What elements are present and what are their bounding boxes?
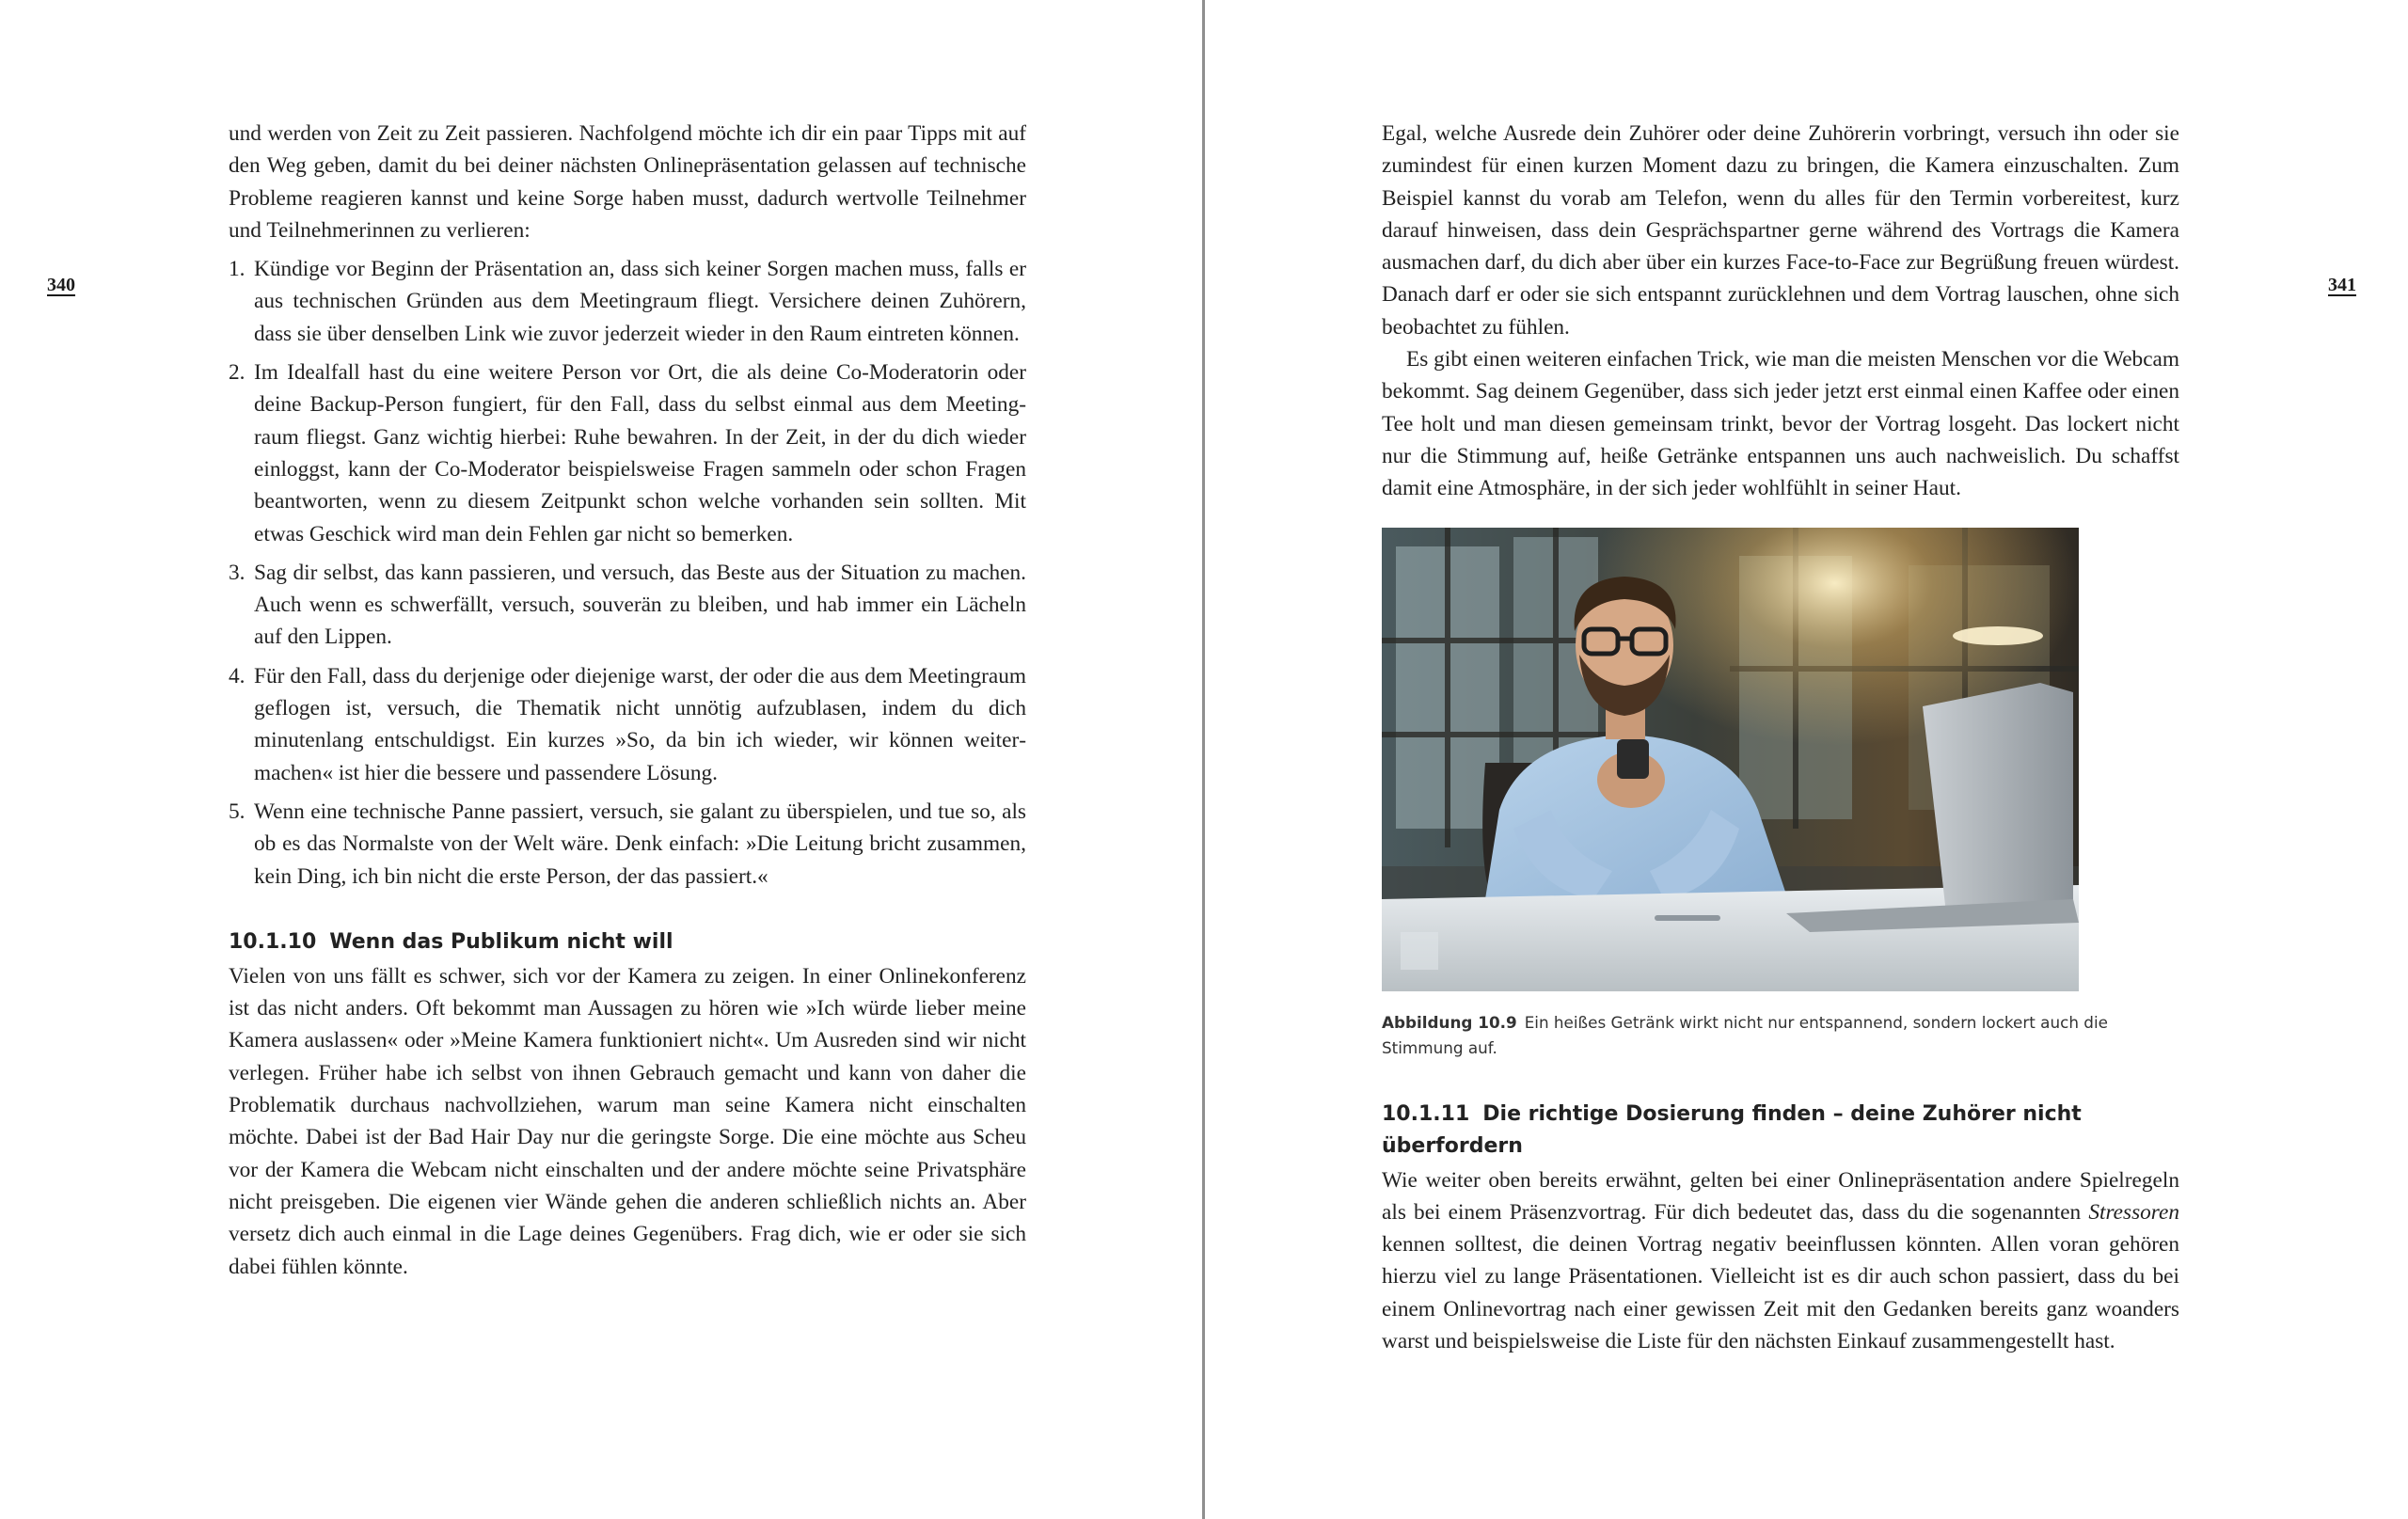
section-heading-10-1-11 — [1382, 1099, 2179, 1163]
section-body-emphasis: Stressoren — [2088, 1199, 2179, 1225]
list-item-number: 4. — [229, 663, 246, 688]
list-item-text: Sag dir selbst, das kann passieren, und versuch, das Beste aus der Situation zu machen. Auch wenn es schwerfällt, versuch, souverän zu bleiben, und hab immer ein Lächeln auf den Lippen. — [254, 560, 1026, 650]
list-item-text: Wenn eine technische Panne passiert, versuch, sie galant zu überspielen, und tue so, als ob es das Normalste von der Welt wäre. Denk einfach: »Die Leitung bricht zusammen, kein Ding, ich bin nicht die erste Person, der das passiert.« — [254, 799, 1026, 889]
left-text-column — [229, 118, 1026, 1283]
section-body-part-1: Wie weiter oben bereits erwähnt, gelten bei einer Onlinepräsentation andere Spielregeln als bei einem Präsenzvortrag. Für dich bedeutet das, dass du die sogenannten — [1382, 1167, 2179, 1225]
figure-caption — [1382, 1010, 2179, 1061]
section-body: Vielen von uns fällt es schwer, sich vor der Kamera zu zeigen. In einer Onlinekonferenz ist das nicht anders. Oft bekommt man Aussagen zu hören wie »Ich würde lieber meine Kamera auslassen« oder »Meine Kamera funktioniert nicht«. Um Ausreden sind wir nicht verlegen. Früher habe ich selbst von ihnen Gebrauch gemacht und kann von daher die Problematik durchaus nachvollziehen, warum man seine Kamera nicht einschalten möchte. Dabei ist der Bad Hair Day nur die geringste Sorge. Die eine möchte aus Scheu vor der Kamera die Webcam nicht einschalten und der andere möchte seine Privatsphäre nicht preisgeben. Die eigenen vier Wände gehen die anderen schließlich nichts an. Aber versetz dich auch einmal in die Lage deines Gegenübers. Frag dich, wie er oder sie sich dabei fühlen könnte. — [229, 963, 1026, 1279]
paragraph-2: Es gibt einen weiteren einfachen Trick, wie man die meisten Menschen vor die Webcam bekommt. Sag deinem Gegenüber, dass sich jeder jetzt erst einmal einen Kaffee oder einen Tee holt und man diesen gemeinsam trinkt, bevor der Vortrag losgeht. Das lockert nicht nur die Stimmung auf, heiße Getränke entspannen uns auch nachweislich. Du schaffst damit eine Atmosphäre, in der sich jeder wohlfühlt in seiner Haut. — [1382, 347, 2179, 501]
right-page — [1205, 0, 2408, 1519]
list-item — [229, 557, 1026, 654]
section-heading-10-1-10 — [229, 926, 1026, 958]
photo-man-with-coffee-image — [1382, 528, 2079, 991]
tips-list — [229, 253, 1026, 893]
figure-label: Abbildung 10.9 — [1382, 1012, 1517, 1032]
figure-caption-text: Ein heißes Getränk wirkt nicht nur entspannend, sondern lockert auch die Stimmung auf. — [1382, 1012, 2108, 1057]
page-number-left: 340 — [47, 275, 75, 295]
list-item-text: Kündige vor Beginn der Präsentation an, dass sich keiner Sorgen machen muss, falls er aus technischen Gründen aus dem Meetingraum fliegt. Versichere deinen Zuhörern, dass sie über denselben Link wie zuvor jederzeit wieder in den Raum eintreten können. — [254, 257, 1026, 346]
intro-paragraph: und werden von Zeit zu Zeit passieren. Nachfolgend möchte ich dir ein paar Tipps mit auf den Weg geben, damit du bei deiner nächsten Onlinepräsentation gelassen auf technische Probleme reagieren kannst und keine Sorge haben musst, dadurch wertvolle Teilnehmer und Teilnehmerinnen zu verlieren: — [229, 121, 1026, 243]
list-item-number: 3. — [229, 560, 246, 585]
section-body-part-2: kennen solltest, die deinen Vortrag negativ beeinflussen könnten. Allen voran gehören hierzu viel zu lange Präsentationen. Vielleicht ist es dir auch schon passiert, dass du bei einem Onlinevortrag nach einer gewissen Zeit mit den Gedanken bereits ganz woanders warst und beispielsweise die Liste für den nächsten Einkauf zusammengestellt hast. — [1382, 1232, 2179, 1354]
section-title: Die richtige Dosierung finden – deine Zuhörer nicht überfordern — [1382, 1101, 2082, 1158]
list-item-number: 5. — [229, 799, 246, 824]
list-item — [229, 796, 1026, 893]
figure-10-9 — [1382, 528, 2179, 1061]
list-item — [229, 356, 1026, 550]
list-item — [229, 660, 1026, 789]
list-item-text: Für den Fall, dass du derjenige oder diejenige warst, der oder die aus dem Meetingraum geflogen ist, versuch, die Thematik nicht unnötig aufzublasen, indem du dich minutenlang entschuldigst. Ein kurzes »So, da bin ich wieder, wir können weitermachen« ist hier die bessere und passendere Lösung. — [254, 663, 1026, 785]
section-number: 10.1.10 — [229, 929, 317, 954]
list-item-text: Im Idealfall hast du eine weitere Person vor Ort, die als deine Co-Moderatorin oder deine Backup-Person fungiert, für den Fall, dass du selbst einmal aus dem Meetingraum fliegst. Ganz wichtig hierbei: Ruhe bewahren. In der Zeit, in der du dich wieder einloggst, kann der Co-Moderator beispielsweise Fragen sammeln oder schon Fragen beantworten, wenn zu diesem Zeitpunkt schon welche vorhanden sein sollten. Mit etwas Geschick wird man dein Fehlen gar nicht so bemerken. — [254, 360, 1026, 546]
section-title: Wenn das Publikum nicht will — [329, 929, 673, 954]
left-page — [0, 0, 1202, 1519]
right-text-column — [1382, 118, 2179, 1357]
paragraph-1: Egal, welche Ausrede dein Zuhörer oder deine Zuhörerin vorbringt, versuch ihn oder sie zumindest für einen kurzen Moment dazu zu bringen, die Kamera einzuschalten. Zum Beispiel kannst du vorab am Telefon, wenn du alles für den Termin vorbereitest, kurz darauf hinweisen, dass dein Gesprächspartner gerne während des Vortrags die Kamera ausmachen darf, du dich aber über ein kurzes Face-to-Face zur Begrüßung freuen würdest. Danach darf er oder sie sich entspannt zurücklehnen und dem Vortrag lauschen, ohne sich beobachtet zu fühlen. — [1382, 121, 2179, 340]
list-item-number: 2. — [229, 360, 246, 386]
section-body — [1382, 1164, 2179, 1358]
page-number-right: 341 — [2328, 275, 2356, 295]
list-item-number: 1. — [229, 257, 246, 282]
list-item — [229, 253, 1026, 350]
section-number: 10.1.11 — [1382, 1101, 1470, 1126]
